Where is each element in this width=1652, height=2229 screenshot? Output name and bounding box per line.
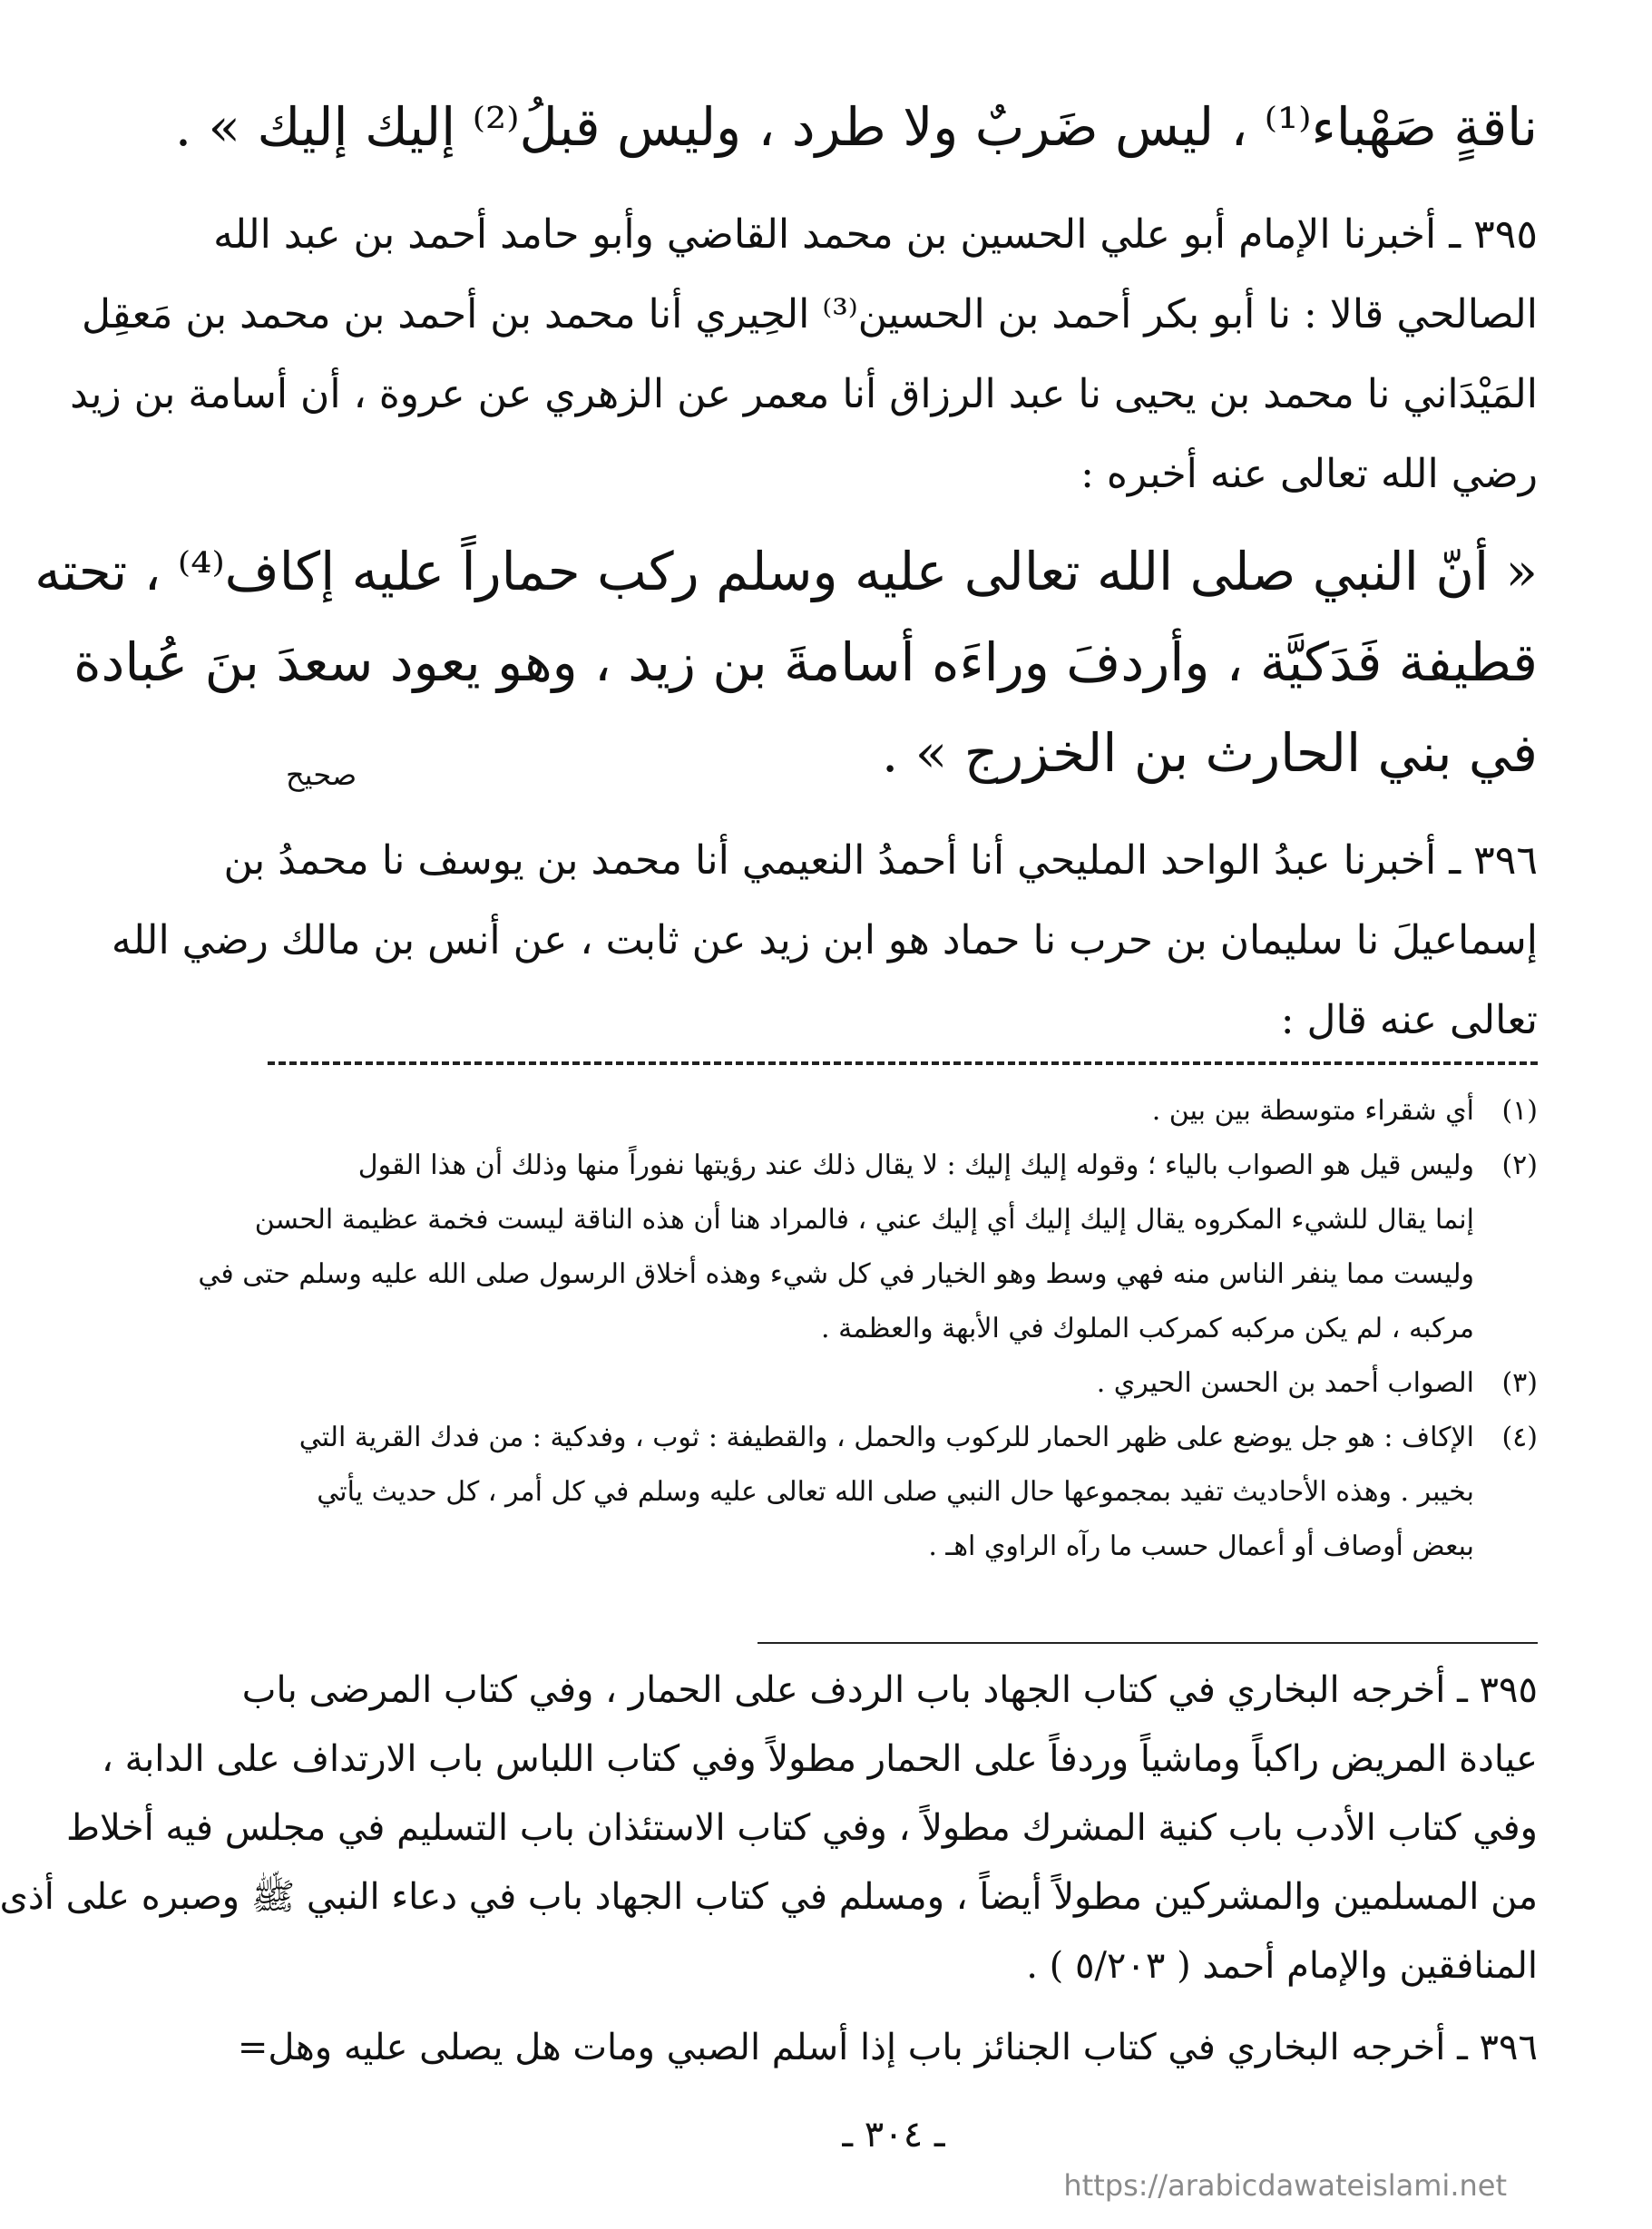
continuation-line <box>174 91 1538 163</box>
text-line: « أنّ النبي صلى الله تعالى عليه وسلم ركب حماراً عليه إكاف⁽⁴⁾ ، تحته <box>34 541 1538 602</box>
text-line: وليست مما ينفر الناس منه فهي وسط وهو الخيار في كل شيء وهذه أخلاق الرسول صلى الله عليه وسلم حتى في <box>198 1258 1474 1290</box>
footnote-divider <box>268 1061 1538 1065</box>
text-line: ناقةٍ صَهْباء⁽¹⁾ ، ليس ضَربٌ ولا طرد ، وليس قبلُ⁽²⁾ إليك إليك » . <box>174 96 1538 158</box>
text-line: إنما يقال للشيء المكروه يقال إليك إليك أي إليك عني ، فالمراد هنا أن هذه الناقة ليست فخمة عظيمة الحسن <box>254 1204 1474 1236</box>
text-line: تعالى عنه قال : <box>1280 997 1538 1043</box>
footnote-number: (٤) <box>1501 1422 1538 1453</box>
text-line: الصالحي قالا : نا أبو بكر أحمد بن الحسين⁽³⁾ الحِيري أنا محمد بن أحمد بن محمد بن مَعقِل <box>82 291 1538 337</box>
watermark: https://arabicdawateislami.net <box>1063 2168 1507 2203</box>
takhrij-divider <box>758 1642 1538 1644</box>
text-line: المَيْدَاني نا محمد بن يحيى نا عبد الرزاق أنا معمر عن الزهري عن عروة ، أن أسامة بن زيد <box>70 371 1538 417</box>
text-line: إسماعيلَ نا سليمان بن حرب نا حماد هو ابن زيد عن ثابت ، عن أنس بن مالك رضي الله <box>111 917 1538 963</box>
text-line: أي شقراء متوسطة بين بين . <box>1151 1095 1474 1127</box>
text-line: في بني الحارث بن الخزرج » . <box>881 722 1538 784</box>
text-line: وفي كتاب الأدب باب كنية المشرك مطولاً ، وفي كتاب الاستئذان باب التسليم في مجلس فيه أخلاط <box>66 1807 1538 1849</box>
text-line: الإكاف : هو جل يوضع على ظهر الحمار للركوب والحمل ، والقطيفة : ثوب ، وفدكية : من فدك القرية التي <box>298 1422 1474 1453</box>
page-number: ـ ٣٠٤ ـ <box>842 2114 945 2156</box>
footnote-number: (١) <box>1501 1095 1538 1127</box>
text-line: المنافقين والإمام أحمد ( ٥/٢٠٣ ) . <box>1026 1945 1538 1987</box>
footnote-text <box>198 1139 1474 1356</box>
text-line: ٣٩٥ ـ أخبرنا الإمام أبو علي الحسين بن محمد القاضي وأبو حامد أحمد بن عبد الله <box>213 211 1538 258</box>
hadith-395-chain <box>70 195 1538 514</box>
text-line: رضي الله تعالى عنه أخبره : <box>1080 451 1538 497</box>
text-line: ٣٩٦ ـ أخبرنا عبدُ الواحد المليحي أنا أحمدُ النعيمي أنا محمد بن يوسف نا محمدُ بن <box>223 837 1538 884</box>
text-line: وليس قيل هو الصواب بالياء ؛ وقوله إليك إليك : لا يقال ذلك عند رؤيتها نفوراً منها وذلك أن هذا القول <box>357 1149 1474 1181</box>
text-line: ٣٩٥ ـ أخرجه البخاري في كتاب الجهاد باب الردف على الحمار ، وفي كتاب المرضى باب <box>241 1669 1538 1711</box>
hadith-396-chain <box>111 821 1538 1061</box>
footnote-number: (٣) <box>1501 1367 1538 1399</box>
footnote-item <box>249 1084 1538 1139</box>
text-line: مركبه ، لم يكن مركبه كمركب الملوك في الأبهة والعظمة . <box>821 1313 1474 1344</box>
footnote-text <box>249 1356 1474 1411</box>
text-line: ٣٩٦ ـ أخرجه البخاري في كتاب الجنائز باب إذا أسلم الصبي ومات هل يصلى عليه وهل= <box>237 2027 1538 2068</box>
text-line: ببعض أوصاف أو أعمال حسب ما رآه الراوي اهـ . <box>928 1530 1474 1562</box>
footnote-item <box>198 1139 1538 1356</box>
footnote-text <box>249 1411 1474 1574</box>
text-line: من المسلمين والمشركين مطولاً أيضاً ، ومسلم في كتاب الجهاد باب في دعاء النبي ﷺ وصبره على أذى <box>0 1876 1538 1918</box>
takhrij-section <box>0 1656 1538 2082</box>
footnote-text <box>249 1084 1474 1139</box>
text-line: الصواب أحمد بن الحسن الحيري . <box>1096 1367 1474 1399</box>
text-line: قطيفة فَدَكيَّة ، وأردفَ وراءَه أسامةَ بن زيد ، وهو يعود سعدَ بنَ عُبادة <box>73 631 1538 693</box>
text-line: بخيبر . وهذه الأحاديث تفيد بمجموعها حال النبي صلى الله تعالى عليه وسلم في كل أمر ، كل حديث يأتي <box>317 1476 1474 1508</box>
hadith-395-text <box>34 526 1538 798</box>
footnotes <box>198 1084 1538 1574</box>
hadith-grade: صحيح <box>286 758 357 792</box>
text-line: عيادة المريض راكباً وماشياً وردفاً على الحمار مطولاً وفي كتاب اللباس باب الارتداف على الدابة ، <box>102 1738 1538 1780</box>
footnote-item <box>249 1356 1538 1411</box>
footnote-item <box>249 1411 1538 1574</box>
footnote-number: (٢) <box>1501 1149 1538 1181</box>
